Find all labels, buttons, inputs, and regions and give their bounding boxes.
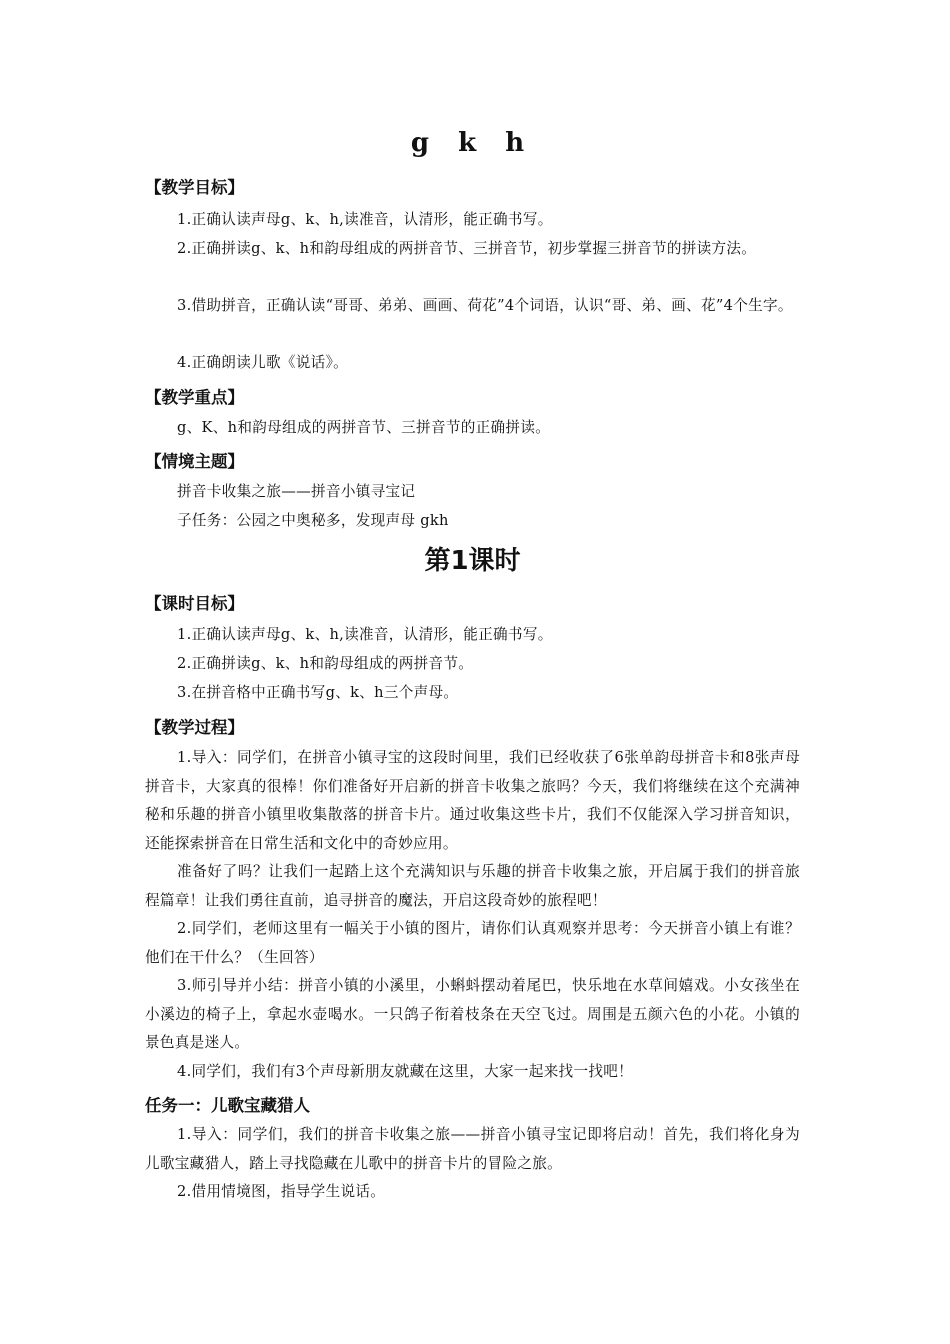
process-paragraph: 1.导入：同学们，在拼音小镇寻宝的这段时间里，我们已经收获了6张单韵母拼音卡和8张声母拼音卡，大家真的很棒！你们准备好开启新的拼音卡收集之旅吗？今天，我们将继续在这个充满神秘和乐趣的拼音小镇里收集散落的拼音卡片。通过收集这些卡片，我们不仅能深入学习拼音知识，还能探索拼音在日常生活和文化中的奇妙应用。 xyxy=(145,749,800,852)
task-one-heading: 任务一：儿歌宝藏猎人 xyxy=(145,1096,310,1115)
goal-item: 2.正确拼读g、k、h和韵母组成的两拼音节、三拼音节，初步掌握三拼音节的拼读方法。 xyxy=(177,240,757,257)
process-paragraph: 2.同学们，老师这里有一幅关于小镇的图片，请你们认真观察并思考：今天拼音小镇上有谁？他们在干什么？（生回答） xyxy=(145,920,800,966)
teaching-goals-heading: 【教学目标】 xyxy=(145,178,244,197)
lesson-title: 第1课时 xyxy=(424,546,521,576)
lesson-goal-item: 1.正确认读声母g、k、h,读准音，认清形，能正确书写。 xyxy=(177,626,553,643)
key-point-text: g、K、h和韵母组成的两拼音节、三拼音节的正确拼读。 xyxy=(177,419,551,436)
goal-item: 4.正确朗读儿歌《说话》。 xyxy=(177,354,349,371)
theme-heading: 【情境主题】 xyxy=(145,452,244,471)
process-paragraph: 准备好了吗？让我们一起踏上这个充满知识与乐趣的拼音卡收集之旅，开启属于我们的拼音旅程篇章！让我们勇往直前，追寻拼音的魔法，开启这段奇妙的旅程吧！ xyxy=(145,863,800,909)
document-title: g k h xyxy=(410,128,535,158)
lesson-goals-heading: 【课时目标】 xyxy=(145,594,244,613)
lesson-goal-item: 3.在拼音格中正确书写g、k、h三个声母。 xyxy=(177,684,459,701)
task-one-paragraph: 1.导入：同学们，我们的拼音卡收集之旅——拼音小镇寻宝记即将启动！首先，我们将化身为儿歌宝藏猎人，踏上寻找隐藏在儿歌中的拼音卡片的冒险之旅。 xyxy=(145,1126,800,1172)
process-paragraph: 4.同学们，我们有3个声母新朋友就藏在这里，大家一起来找一找吧！ xyxy=(177,1063,634,1080)
process-paragraph: 3.师引导并小结：拼音小镇的小溪里，小蝌蚪摆动着尾巴，快乐地在水草间嬉戏。小女孩坐在小溪边的椅子上，拿起水壶喝水。一只鸽子衔着枝条在天空飞过。周围是五颜六色的小花。小镇的景色真是迷人。 xyxy=(145,977,800,1051)
theme-sub-text: 子任务：公园之中奥秘多，发现声母 gkh xyxy=(177,512,449,529)
theme-main-text: 拼音卡收集之旅——拼音小镇寻宝记 xyxy=(177,483,416,500)
task-one-paragraph: 2.借用情境图，指导学生说话。 xyxy=(177,1183,386,1200)
teaching-key-heading: 【教学重点】 xyxy=(145,388,244,407)
lesson-goal-item: 2.正确拼读g、k、h和韵母组成的两拼音节。 xyxy=(177,655,474,672)
teaching-process-heading: 【教学过程】 xyxy=(145,718,244,737)
goal-item: 1.正确认读声母g、k、h,读准音，认清形，能正确书写。 xyxy=(177,211,553,228)
goal-item: 3.借助拼音，正确认读“哥哥、弟弟、画画、荷花”4个词语，认识“哥、弟、画、花”4个生字。 xyxy=(177,297,793,314)
